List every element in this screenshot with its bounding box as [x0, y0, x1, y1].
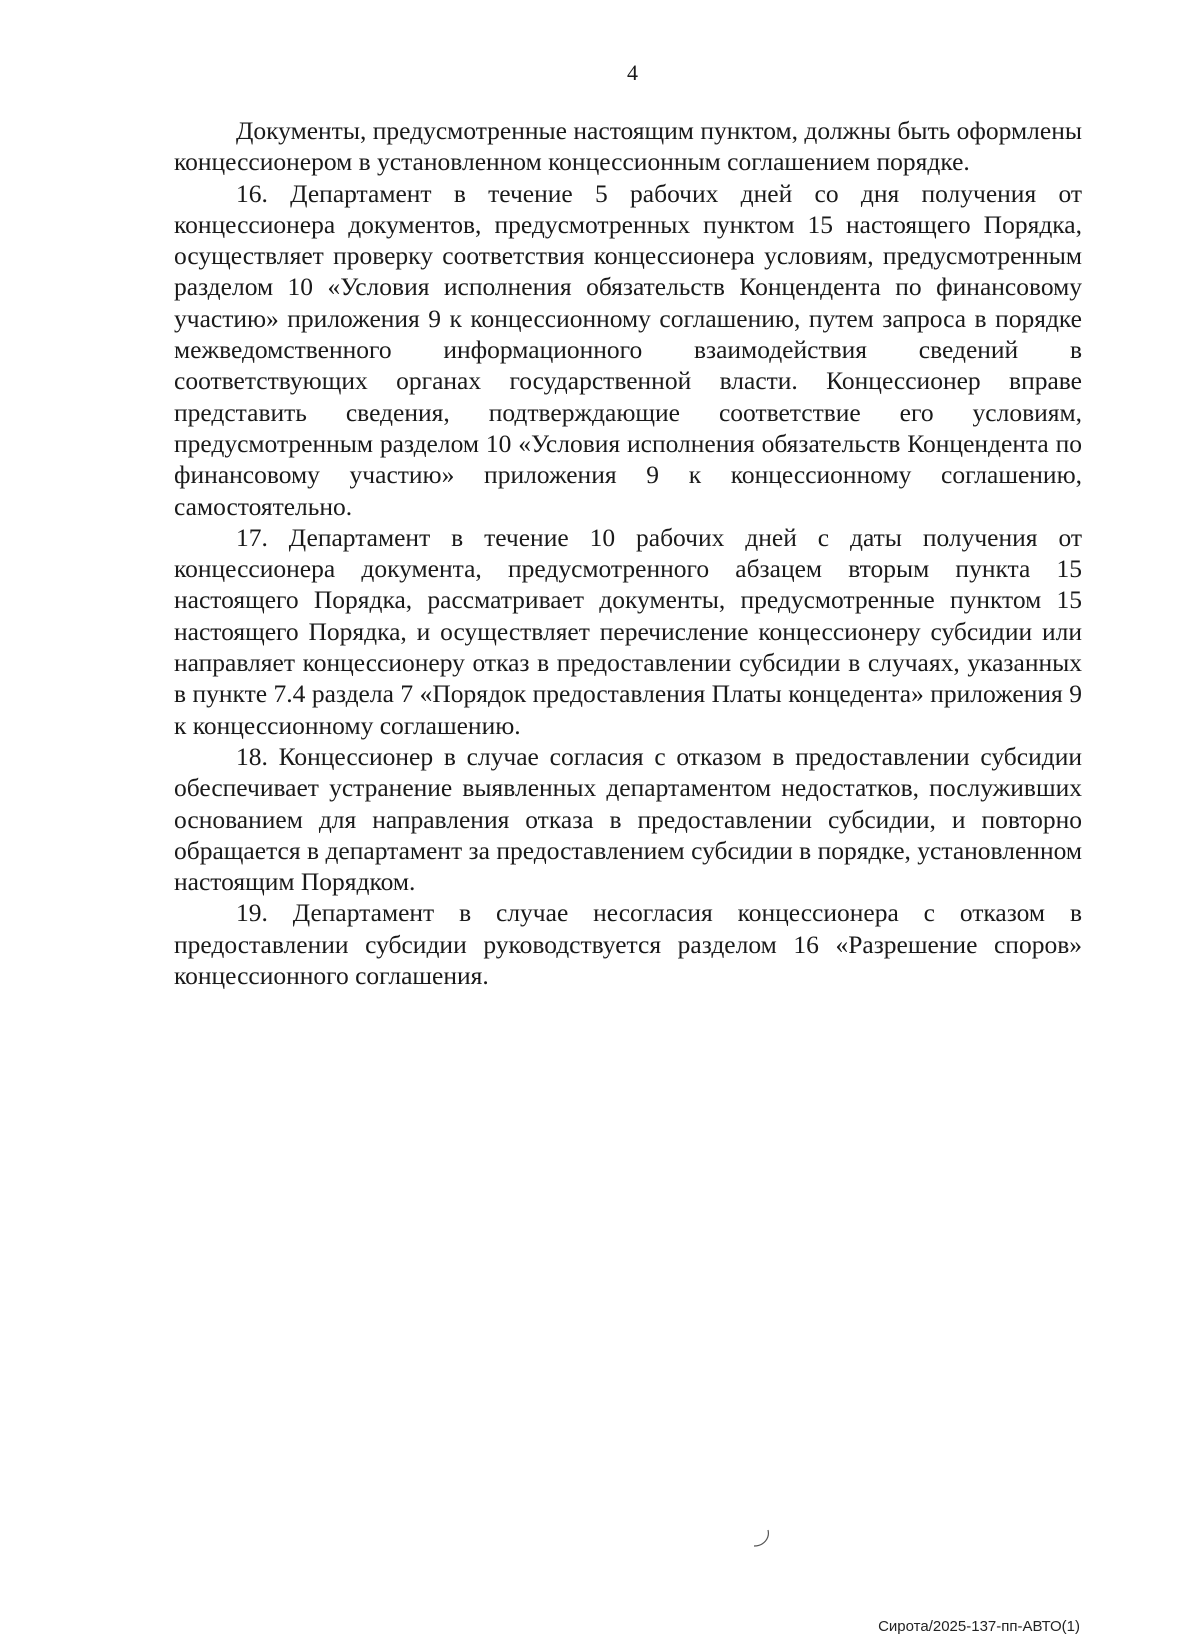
paragraph-18: 18. Концессионер в случае согласия с отказом в предоставлении субсидии обеспечивает устранение выявленных департаментом недостатков, послуживших основанием для направления отказа в предоставлении субсидии, и повторно обращается в департамент за предоставлением субсидии в порядке, установленном настоящим Порядком. — [174, 741, 1082, 897]
paragraph-16: 16. Департамент в течение 5 рабочих дней со дня получения от концессионера документов, предусмотренных пунктом 15 настоящего Порядка, осуществляет проверку соответствия концессионера условиям, предусмотренным разделом 10 «Условия исполнения обязательств Концендента по финансовому участию» приложения 9 к концессионному соглашению, путем запроса в порядке межведомственного информационного взаимодействия сведений в соответствующих органах государственной власти. Концессионер вправе представить сведения, подтверждающие соответствие его условиям, предусмотренным разделом 10 «Условия исполнения обязательств Концендента по финансовому участию» приложения 9 к концессионному соглашению, самостоятельно. — [174, 178, 1082, 521]
paragraph-17: 17. Департамент в течение 10 рабочих дней с даты получения от концессионера документа, предусмотренного абзацем вторым пункта 15 настоящего Порядка, рассматривает документы, предусмотренные пунктом 15 настоящего Порядка, и осуществляет перечисление концессионеру субсидии или направляет концессионеру отказ в предоставлении субсидии в случаях, указанных в пункте 7.4 раздела 7 «Порядок предоставления Платы концедента» приложения 9 к концессионному соглашению. — [174, 522, 1082, 740]
scan-mark — [752, 1528, 772, 1550]
paragraph-19: 19. Департамент в случае несогласия концессионера с отказом в предоставлении субсидии руководствуется разделом 16 «Разрешение споров» концессионного соглашения. — [174, 898, 1082, 991]
paragraph-documents-note: Документы, предусмотренные настоящим пунктом, должны быть оформлены концессионером в установленном концессионным соглашением порядке. — [174, 116, 1082, 177]
document-code: Сирота/2025-137-пп-АВТО(1) — [878, 1618, 1080, 1635]
page-number: 4 — [627, 60, 638, 85]
document-body — [174, 115, 1082, 991]
